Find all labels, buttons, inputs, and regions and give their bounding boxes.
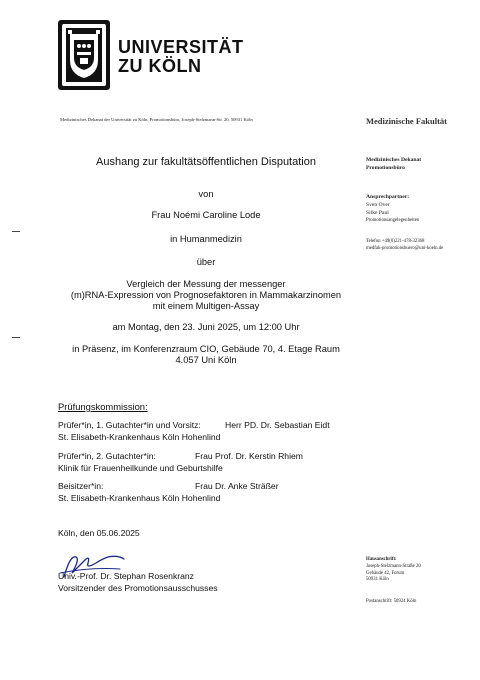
location-line2: 4.057 Uni Köln bbox=[175, 355, 237, 365]
contact-details bbox=[366, 239, 443, 252]
address-heading: Hausanschrift: bbox=[366, 557, 397, 562]
subject-text: in Humanmedizin bbox=[170, 234, 242, 244]
committee-member bbox=[58, 420, 330, 443]
contact-name1: Sven Over bbox=[366, 202, 390, 208]
committee-heading: Prüfungskommission: bbox=[58, 401, 148, 412]
member-affiliation: Klinik für Frauenheilkunde und Geburtshilfe bbox=[58, 462, 223, 473]
address-block bbox=[366, 564, 421, 584]
committee-member bbox=[58, 451, 303, 474]
email: medfak-promotionsbuero@uni-koeln.de bbox=[366, 245, 444, 251]
member-affiliation: St. Elisabeth-Krankenhaus Köln Hohenlind bbox=[58, 431, 221, 442]
member-role: Beisitzer*in: bbox=[58, 481, 104, 491]
sender-address-line: Medizinisches Dekanat der Universität zu Köln, Promotionsbüro, Joseph-Stelzmann-Str. 20, 50931 Köln bbox=[60, 117, 253, 122]
university-seal-logo bbox=[56, 18, 112, 92]
committee-member bbox=[58, 481, 279, 504]
ueber-text: über bbox=[196, 257, 216, 267]
address-line1: Joseph-Stelzmann-Straße 20 bbox=[366, 564, 421, 569]
telephone: Telefon +49(0)221-478-32368 bbox=[366, 239, 425, 244]
location-line1: in Präsenz, im Konferenzraum CIO, Gebäude 70, 4. Etage Raum bbox=[72, 344, 340, 354]
university-name bbox=[118, 38, 244, 76]
candidate-name: Frau Noémi Caroline Lode bbox=[151, 210, 261, 220]
von-text: von bbox=[198, 189, 214, 199]
dekanat-line1: Medizinisches Dekanat bbox=[366, 157, 422, 163]
faculty-name: Medizinische Fakultät bbox=[366, 116, 447, 126]
date-time: am Montag, den 23. Juni 2025, um 12:00 Uhr bbox=[112, 322, 300, 332]
address-line2: Gebäude 42, Forum bbox=[366, 570, 405, 576]
punch-mark bbox=[12, 337, 20, 338]
university-name-line2: ZU KÖLN bbox=[118, 56, 202, 76]
dekanat-block bbox=[366, 157, 421, 172]
contact-block bbox=[366, 202, 419, 225]
member-role: Prüfer*in, 1. Gutachter*in und Vorsitz: bbox=[58, 420, 201, 430]
thesis-title bbox=[56, 279, 356, 312]
postal-address: Postanschrift: 50924 Köln bbox=[366, 599, 417, 604]
university-name-line1: UNIVERSITÄT bbox=[118, 37, 244, 57]
signatory-title: Vorsitzender des Promotionsausschusses bbox=[58, 582, 218, 593]
thesis-line3: mit einem Multigen-Assay bbox=[152, 301, 260, 311]
signatory-block bbox=[58, 571, 218, 594]
thesis-line1: Vergleich der Messung der messenger bbox=[126, 279, 286, 289]
member-affiliation: St. Elisabeth-Krankenhaus Köln Hohenlind bbox=[58, 492, 221, 503]
place-date: Köln, den 05.06.2025 bbox=[58, 528, 140, 538]
member-name: Frau Prof. Dr. Kerstin Rhiem bbox=[195, 451, 303, 461]
location bbox=[56, 344, 356, 366]
contact-heading: Ansprechpartner: bbox=[366, 194, 410, 200]
address-line3: 50931 Köln bbox=[366, 577, 389, 582]
fold-mark bbox=[12, 231, 20, 232]
member-name: Frau Dr. Anke Sträßer bbox=[195, 481, 279, 491]
contact-name2: Silke Paul bbox=[366, 209, 389, 216]
thesis-line2: (m)RNA-Expression von Prognosefaktoren in Mammakarzinomen bbox=[70, 290, 342, 300]
signatory-name: Univ.-Prof. Dr. Stephan Rosenkranz bbox=[58, 571, 194, 581]
contact-role: Promotionsangelegenheiten bbox=[366, 218, 420, 223]
member-role: Prüfer*in, 2. Gutachter*in: bbox=[58, 451, 156, 461]
member-name: Herr PD. Dr. Sebastian Eidt bbox=[225, 420, 330, 430]
dekanat-line2: Promotionsbüro bbox=[366, 164, 405, 171]
announcement-title: Aushang zur fakultätsöffentlichen Disputation bbox=[96, 156, 316, 168]
